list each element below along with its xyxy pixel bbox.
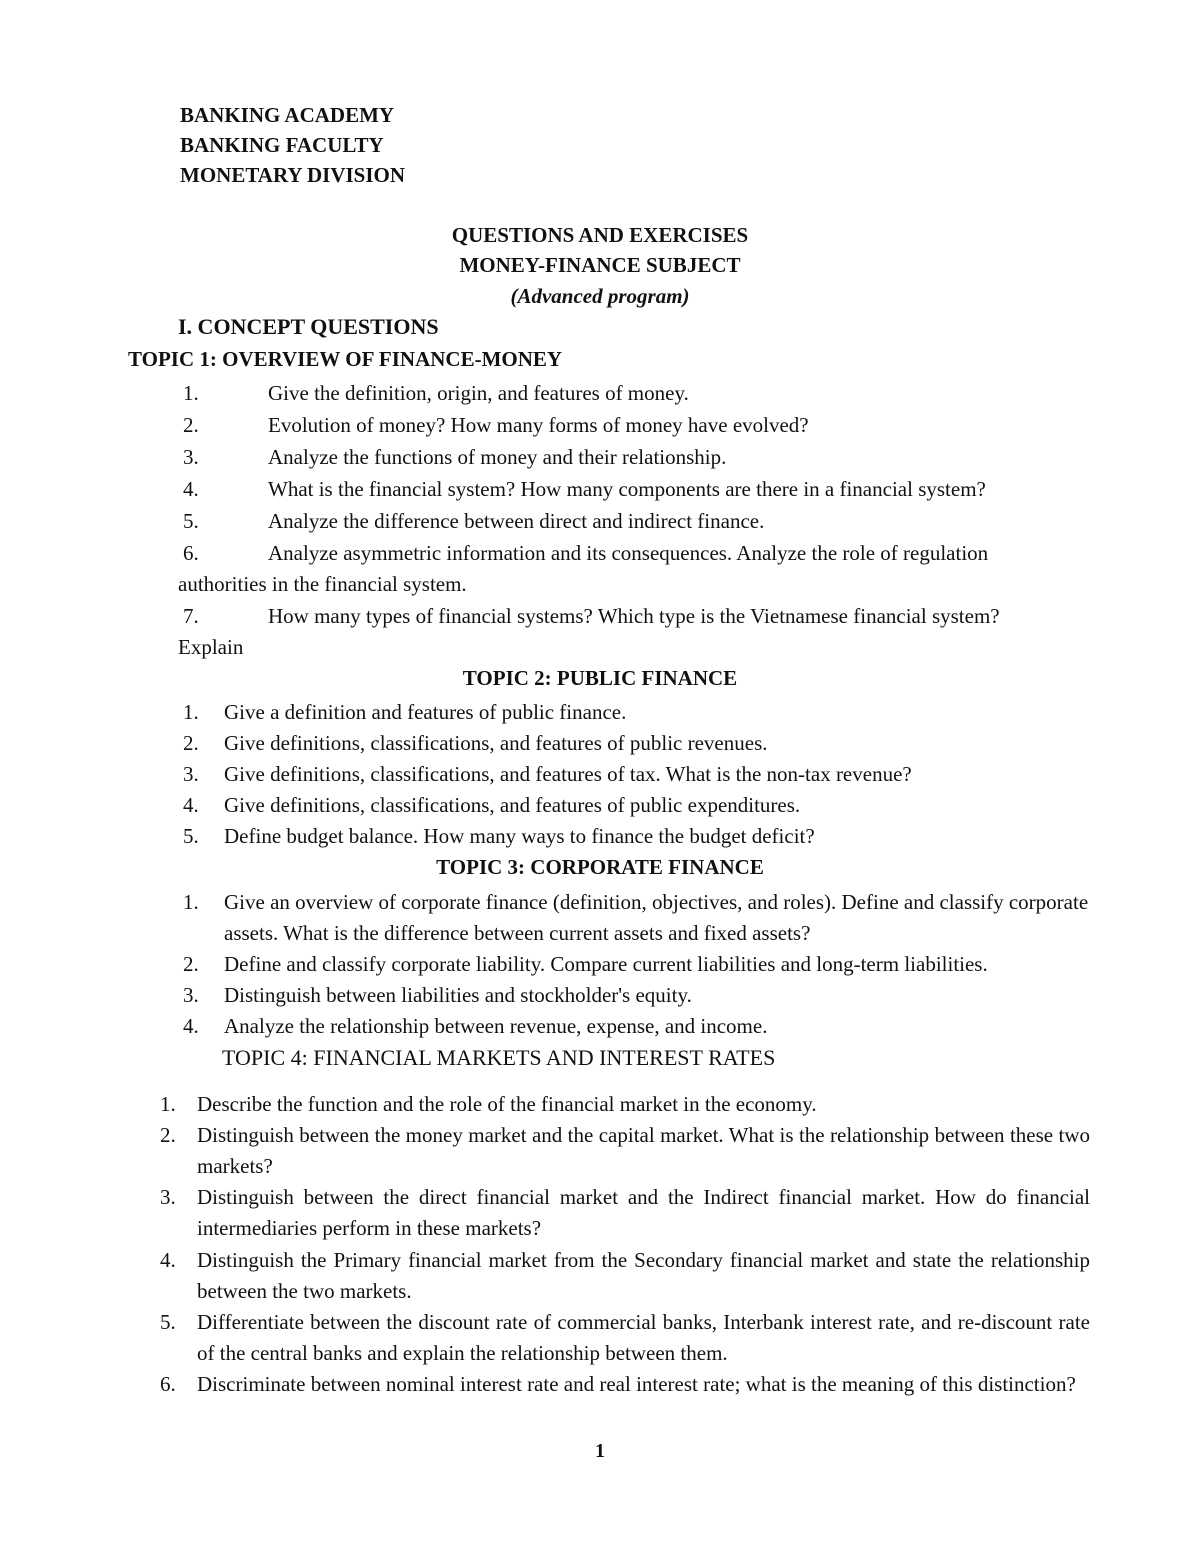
topic-1-heading: TOPIC 1: OVERVIEW OF FINANCE-MONEY xyxy=(128,347,563,371)
document-title: QUESTIONS AND EXERCISES xyxy=(451,223,749,247)
page-number: 1 xyxy=(595,1440,605,1462)
document-page: BANKING ACADEMY BANKING FACULTY MONETARY DIVISION QUESTIONS AND EXERCISES MONEY-FINANCE SUBJECT (Advanced program) I. CONCEPT QUESTIONS TOPIC 1: OVERVIEW OF FINANCE-MONEY 1. Give the definition, origin, and features of money. 2. Evolution of money? How many forms of money have evolved? 3. Analyze the functions of money and their relationship. 4. What is the financial system? How many components are there in a financial system? 5. Analyze the difference between direct and indirect finance. 6. Analyze asymmetric information and its consequences. Analyze the role of regulation authorities in the financial system. 7. How many types of financial systems? Which type is the Vietnamese financial system? Explain TOPIC 2: PUBLIC FINANCE 1. Give a definition and features of public finance. 2. Give definitions, classifications, and features of public revenues. 3. Give definitions, classifications, and features of tax. What is the non-tax revenue? 4. Give definitions, classifications, and features of public expenditures. 5. Define budget balance. How many ways to finance the budget deficit? TOPIC 3: CORPORATE FINANCE 1. Give an overview of corporate finance (definition, objectives, and roles). Define and classify corporate assets. What is the difference between current assets and fixed assets? 2. Define and classify corporate liability. Compare current liabilities and long-term liabilities. 3. Distinguish between liabilities and stockholder's equity. 4. Analyze the relationship between revenue, expense, and income. TOPIC 4: FINANCIAL MARKETS AND INTEREST RATES 1. Describe the function and the role of the financial market in the economy. 2. Distinguish between the money market and the capital market. What is the relationship between these two markets? 3. Distinguish between the direct financial market and the Indirect financial market. How do financial intermediaries perform in these markets? 4. Distinguish the Primary financial market from the Secondary financial market and state the relationship between the two markets. 5. Differentiate between the discount rate of commercial banks, Interbank interest rate, and re-discount rate of the central banks and explain the relationship between them. 6. Discriminate between nominal interest rate and real interest rate; what is the meaning of this distinction? 1 xyxy=(0,0,1200,1553)
section-heading: I. CONCEPT QUESTIONS xyxy=(178,314,439,339)
topic-4-heading: TOPIC 4: FINANCIAL MARKETS AND INTEREST RATES xyxy=(222,1045,776,1070)
institution-name: BANKING ACADEMY xyxy=(180,103,395,127)
program-subtitle: (Advanced program) xyxy=(510,284,690,308)
topic-3-heading: TOPIC 3: CORPORATE FINANCE xyxy=(436,855,764,879)
topic-2-heading: TOPIC 2: PUBLIC FINANCE xyxy=(462,666,738,690)
faculty-name: BANKING FACULTY xyxy=(180,133,384,157)
subject-title: MONEY-FINANCE SUBJECT xyxy=(459,253,741,277)
division-name: MONETARY DIVISION xyxy=(180,163,406,187)
